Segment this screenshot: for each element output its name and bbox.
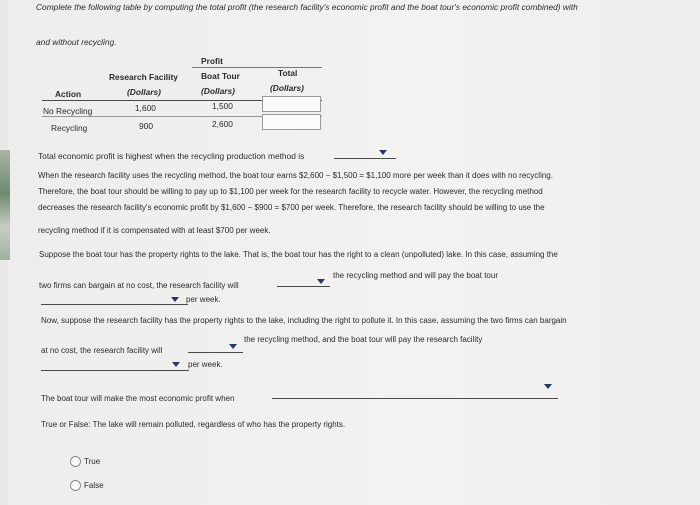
- q2-amount-dropdown[interactable]: [41, 304, 188, 305]
- q5-option-label: False: [84, 481, 104, 490]
- row-action: No Recycling: [43, 106, 93, 116]
- q2-action-dropdown[interactable]: [277, 286, 330, 287]
- q3-action-caret-icon[interactable]: [229, 344, 237, 349]
- q2-line-2-pre: two firms can bargain at no cost, the research facility will: [39, 281, 239, 290]
- q3-amount-dropdown[interactable]: [41, 370, 189, 371]
- q4-dropdown[interactable]: [272, 398, 558, 399]
- col-boat-2: (Dollars): [201, 86, 235, 96]
- intro-line-2: and without recycling.: [36, 37, 117, 47]
- col-total-1: Total: [278, 68, 298, 78]
- q2-action-caret-icon[interactable]: [317, 279, 325, 284]
- explanation-line-3: decreases the research facility's economic profit by $1,600 − $900 = $700 per week. Therefore, the research facility should be willing to use the: [38, 203, 545, 212]
- q1-dropdown-caret-icon[interactable]: [379, 150, 387, 155]
- q3-line-2-post: the recycling method, and the boat tour will pay the research facility: [244, 335, 483, 344]
- col-research-1: Research Facility: [109, 72, 178, 82]
- row-boat-value: 1,500: [212, 101, 233, 111]
- col-boat-1: Boat Tour: [201, 71, 240, 81]
- q1-text: Total economic profit is highest when the recycling production method is: [38, 151, 305, 161]
- q1-dropdown[interactable]: [334, 158, 396, 159]
- explanation-line-4: recycling method if it is compensated with at least $700 per week.: [38, 226, 271, 235]
- total-input-no-recycling[interactable]: [262, 96, 321, 112]
- col-action: Action: [55, 89, 82, 99]
- row-boat-value: 2,600: [212, 119, 233, 129]
- q3-amount-caret-icon[interactable]: [172, 362, 180, 367]
- q4-dropdown-caret-icon[interactable]: [544, 384, 552, 389]
- q2-line-3-post: per week.: [186, 295, 221, 304]
- q2-line-2-post: the recycling method and will pay the boat tour: [333, 271, 498, 280]
- col-total-2: (Dollars): [270, 83, 304, 93]
- row-action: Recycling: [51, 123, 88, 133]
- intro-line-1: Complete the following table by computing the total profit (the research facility's economic profit and the boat tour's economic profit combined) with: [36, 2, 578, 12]
- left-edge-strip: [0, 150, 10, 260]
- radio-true[interactable]: [70, 456, 81, 467]
- q5-option-label: True: [84, 457, 101, 466]
- q2-line-1: Suppose the boat tour has the property rights to the lake. That is, the boat tour has the right to a clean (unpolluted) lake. In this case, assuming the: [39, 250, 558, 259]
- q4-text: The boat tour will make the most economic profit when: [41, 394, 235, 403]
- q3-action-dropdown[interactable]: [188, 352, 243, 353]
- row-research-value: 1,600: [135, 103, 156, 113]
- q5-text: True or False: The lake will remain polluted, regardless of who has the property rights.: [41, 420, 346, 429]
- q3-line-3-post: per week.: [188, 360, 223, 369]
- total-input-recycling[interactable]: [262, 114, 321, 130]
- col-research-2: (Dollars): [127, 87, 161, 97]
- explanation-line-1: When the research facility uses the recycling method, the boat tour earns $2,600 − $1,500 = $1,100 more per week than it does with no recycling.: [38, 171, 553, 180]
- col-profit-header: Profit: [201, 56, 223, 66]
- q3-line-1: Now, suppose the research facility has the property rights to the lake, including the right to pollute it. In this case, assuming the two firms can bargain: [41, 316, 567, 325]
- q3-line-2-pre: at no cost, the research facility will: [41, 346, 163, 355]
- question-page: [8, 0, 700, 505]
- row-research-value: 900: [139, 121, 153, 131]
- radio-false[interactable]: [70, 480, 81, 491]
- q2-amount-caret-icon[interactable]: [171, 297, 179, 302]
- explanation-line-2: Therefore, the boat tour should be willing to pay up to $1,100 per week for the research facility to recycle water. However, the recycling method: [38, 187, 543, 196]
